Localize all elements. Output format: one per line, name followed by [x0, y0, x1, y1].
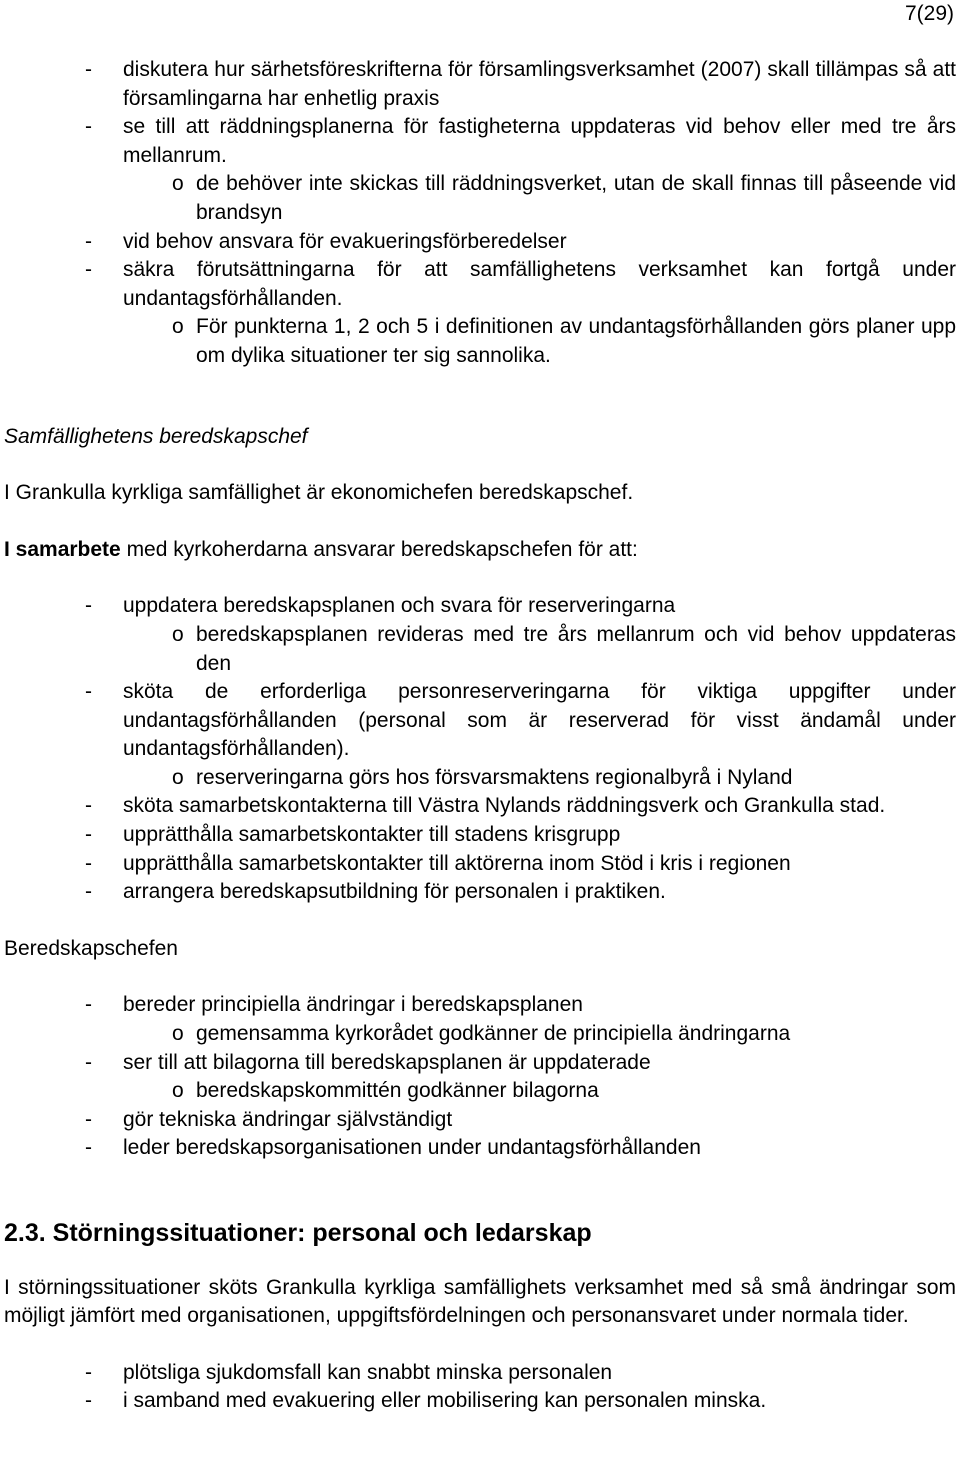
circle-bullet-marker: o	[172, 765, 184, 789]
responsibility-list-4	[4, 1359, 956, 1416]
sub-list-item: o de behöver inte skickas till räddningsverket, utan de skall finnas till påseende vid brandsyn	[172, 172, 956, 224]
page-number: 7(29)	[904, 2, 954, 25]
dash-marker: -	[85, 823, 92, 847]
dash-marker: -	[85, 880, 92, 904]
dash-marker: -	[85, 1050, 92, 1074]
responsibility-list-2	[4, 592, 956, 907]
list-item: - bereder principiella ändringar i beredskapsplanen	[4, 991, 956, 1020]
circle-bullet-marker: o	[172, 1079, 184, 1103]
list-item: - se till att räddningsplanerna för fastigheterna uppdateras vid behov eller med tre års mellanrum.	[85, 115, 956, 167]
list-item: - vid behov ansvara för evakueringsförberedelser	[4, 228, 956, 257]
list-item: - arrangera beredskapsutbildning för personalen i praktiken.	[4, 878, 956, 907]
dash-marker: -	[85, 794, 92, 818]
list-item: - uppdatera beredskapsplanen och svara för reserveringarna	[4, 592, 956, 621]
dash-marker: -	[85, 1389, 92, 1413]
dash-marker: -	[85, 115, 92, 139]
circle-bullet-marker: o	[172, 315, 184, 339]
document-body	[4, 56, 956, 1416]
paragraph: I Grankulla kyrkliga samfällighet är ekonomichefen beredskapschef.	[4, 481, 634, 505]
paragraph: I störningssituationer sköts Grankulla kyrkliga samfällighets verksamhet med så små ändringar som möjligt jämfört med organisationen, uppgiftsfördelningen och personansvaret under normala tider.	[4, 1275, 956, 1328]
list-item: - upprätthålla samarbetskontakter till aktörerna inom Stöd i kris i regionen	[4, 850, 956, 879]
responsibility-list-1	[4, 56, 956, 371]
dash-marker: -	[85, 680, 92, 704]
label-beredskapschefen: Beredskapschefen	[4, 936, 178, 960]
list-item: - i samband med evakuering eller mobilisering kan personalen minska.	[4, 1387, 956, 1416]
dash-marker: -	[85, 58, 92, 81]
bold-lead-text: I samarbete	[4, 537, 121, 561]
responsibility-list-3	[4, 991, 956, 1163]
list-item: - sköta samarbetskontakterna till Västra Nylands räddningsverk och Grankulla stad.	[4, 792, 956, 821]
list-item: - ser till att bilagorna till beredskapsplanen är uppdaterade	[4, 1049, 956, 1078]
list-item: - diskutera hur särhetsföreskrifterna för församlingsverksamhet (2007) skall tillämpas så att församlingarna har enhetlig praxis	[85, 58, 956, 110]
section-heading-2-3: 2.3. Störningssituationer: personal och ledarskap	[4, 1219, 592, 1247]
list-item: - sköta de erforderliga personreserveringarna för viktiga uppgifter under undantagsförhållanden (personal som är reserverad för visst ändamål under undantagsförhållanden).	[85, 680, 956, 761]
sub-list-item: o beredskapskommittén godkänner bilagorna	[4, 1077, 956, 1106]
sub-list-item: o För punkterna 1, 2 och 5 i definitionen av undantagsförhållanden görs planer upp om dylika situationer ter sig sannolika.	[172, 315, 956, 367]
dash-marker: -	[85, 1360, 92, 1384]
sub-list-item: o beredskapsplanen revideras med tre års mellanrum och vid behov uppdateras den	[172, 622, 956, 675]
dash-marker: -	[85, 993, 92, 1017]
sub-list-item: o reserveringarna görs hos försvarsmaktens regionalbyrå i Nyland	[4, 764, 956, 793]
list-item: - säkra förutsättningarna för att samfällighetens verksamhet kan fortgå under undantagsförhållanden.	[85, 258, 956, 310]
dash-marker: -	[85, 258, 92, 282]
dash-marker: -	[85, 851, 92, 875]
list-item: - leder beredskapsorganisationen under undantagsförhållanden	[4, 1134, 956, 1163]
dash-marker: -	[85, 1136, 92, 1160]
list-item: - gör tekniska ändringar självständigt	[4, 1106, 956, 1135]
paragraph: I samarbete med kyrkoherdarna ansvarar beredskapschefen för att:	[4, 537, 638, 561]
dash-marker: -	[85, 1107, 92, 1131]
section-heading: Samfällighetens beredskapschef	[4, 424, 308, 448]
dash-marker: -	[85, 229, 92, 253]
circle-bullet-marker: o	[172, 172, 184, 196]
circle-bullet-marker: o	[172, 622, 184, 646]
list-item: - plötsliga sjukdomsfall kan snabbt minska personalen	[4, 1359, 956, 1388]
sub-list-item: o gemensamma kyrkorådet godkänner de principiella ändringarna	[4, 1020, 956, 1049]
list-item: - upprätthålla samarbetskontakter till stadens krisgrupp	[4, 821, 956, 850]
dash-marker: -	[85, 594, 92, 618]
circle-bullet-marker: o	[172, 1022, 184, 1046]
